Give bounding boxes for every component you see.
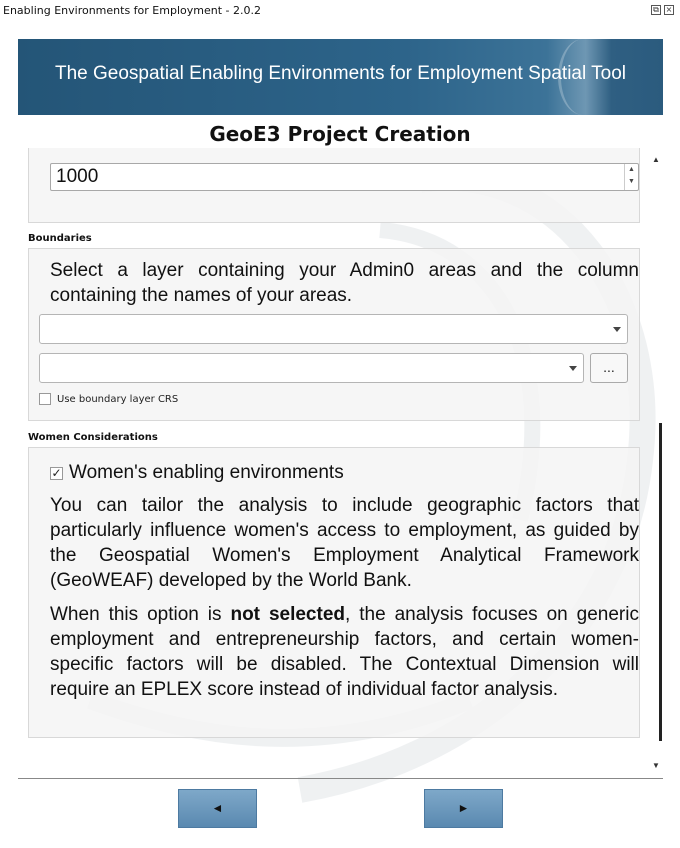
window-title: Enabling Environments for Employment - 2.0.2	[3, 4, 261, 17]
banner-decoration	[558, 39, 608, 115]
womens-enabling-checkbox[interactable]	[50, 462, 344, 484]
women-description-1: You can tailor the analysis to include geographic factors that particularly influence women's access to employment, as guided by the Geospatial Women's Employment Analytical Framework (GeoWEAF) developed by the World Bank.	[50, 495, 639, 591]
scrollbar-handle[interactable]	[659, 423, 662, 741]
page-title: GeoE3 Project Creation	[209, 122, 471, 146]
close-icon[interactable]: ×	[665, 5, 673, 14]
women-considerations-group	[28, 447, 640, 738]
boundaries-description: Select a layer containing your Admin0 areas and the column containing the names of your areas.	[50, 260, 639, 306]
women-section-label: Women Considerations	[28, 432, 158, 443]
checkbox-box[interactable]	[39, 393, 51, 405]
use-boundary-crs-checkbox[interactable]	[39, 393, 178, 405]
spin-down-icon[interactable]: ▼	[628, 178, 635, 185]
check-icon[interactable]: ✓	[51, 465, 62, 480]
scroll-down-icon[interactable]: ▼	[652, 761, 660, 770]
cell-size-group	[28, 148, 640, 223]
boundaries-section-label: Boundaries	[28, 233, 92, 244]
cell-size-value: 1000	[56, 166, 99, 187]
use-boundary-crs-label: Use boundary layer CRS	[57, 393, 179, 405]
settings-scroll-area	[18, 148, 640, 773]
vertical-scrollbar[interactable]	[649, 153, 663, 775]
women-description-2: When this option is not selected, the analysis focuses on generic employment and entrepreneurship factors, and certain women-specific factors will be disabled. The Contextual Dimension will require an EPLEX score instead of individual factor analysis.	[50, 604, 639, 700]
cell-size-spinbox[interactable]	[50, 163, 639, 191]
banner-title: The Geospatial Enabling Environments for Employment Spatial Tool	[54, 63, 626, 84]
boundaries-group	[28, 248, 640, 421]
chevron-down-icon	[569, 366, 577, 371]
window-titlebar	[0, 0, 680, 24]
name-field-combo[interactable]	[39, 353, 584, 383]
footer-divider	[18, 778, 663, 779]
admin0-layer-combo[interactable]	[39, 314, 628, 344]
header-banner	[18, 39, 663, 115]
previous-button[interactable]: ◄	[178, 789, 257, 828]
scroll-up-icon[interactable]: ▲	[652, 155, 660, 164]
browse-layer-button[interactable]: ...	[590, 353, 628, 383]
not-selected-emphasis: not selected	[230, 604, 345, 625]
restore-icon[interactable]: ⧉	[651, 5, 661, 15]
chevron-down-icon	[613, 327, 621, 332]
spin-arrows[interactable]	[624, 164, 638, 190]
spin-up-icon[interactable]: ▲	[628, 166, 635, 173]
womens-enabling-label: Women's enabling environments	[69, 462, 344, 483]
next-button[interactable]: ►	[424, 789, 503, 828]
